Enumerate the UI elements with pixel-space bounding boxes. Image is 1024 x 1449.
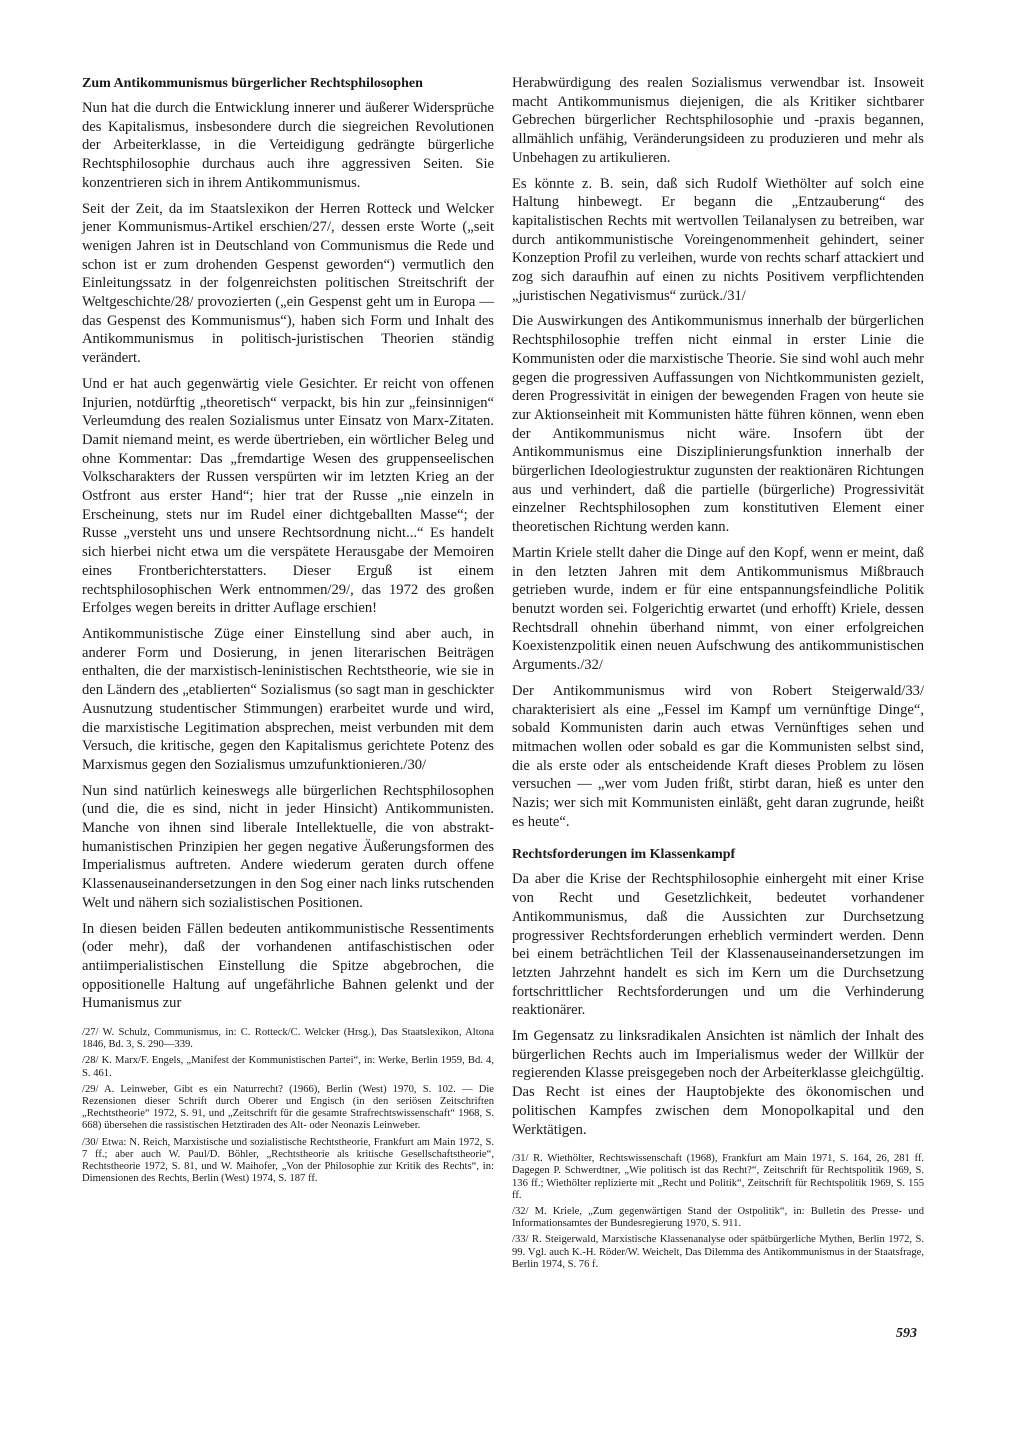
paragraph: Seit der Zeit, da im Staatslexikon der Herren Rotteck und Welcker jener Kommunismus-Artikel erschien/27/, dessen erste Worte („seit wenigen Jahren ist in Deutschland von Communismus die Rede und schon ist er zum drohenden Gespenst geworden“) vermutlich den Einleitungssatz in der folgenreichsten politischen Streitschrift der Weltgeschichte/28/ provozierten („ein Gespenst geht um in Europa — das Gespenst des Kommunismus“), haben sich Form und Inhalt des Antikommunismus in politisch-juristischen Theorien ständig verändert. <box>82 200 494 367</box>
footnote: /31/ R. Wiethölter, Rechtswissenschaft (1968), Frankfurt am Main 1971, S. 164, 26, 281 ff. Dagegen P. Schwerdtner, „Wie politisch ist das Recht?“, Zeitschrift für Rechtspolitik 1969, S. 136 ff.; Wiethölter replizierte mit „Recht und Politik“, Zeitschrift für Rechtspolitik 1969, S. 155 ff. <box>512 1153 924 1201</box>
footnote: /30/ Etwa: N. Reich, Marxistische und sozialistische Rechtstheorie, Frankfurt am Main 1972, S. 7 ff.; aber auch W. Paul/D. Böhler, „Rechtstheorie als kritische Gesellschaftstheorie“, Rechtstheorie 1972, S. 81, und W. Maihofer, „Von der Philosophie zur Kritik des Rechts“, in: Dimensionen des Rechts, Berlin (West) 1974, S. 187 ff. <box>82 1136 494 1185</box>
paragraph: Da aber die Krise der Rechtsphilosophie einhergeht mit einer Krise von Recht und Gesetzlichkeit, bedeutet vorhandener Antikommunismus, daß die Aussichten zur Durchsetzung progressiver Rechtsforderungen erheblich vermindert werden. Denn bei einem beträchtlichen Teil der Klassenauseinandersetzungen im letzten Jahrzehnt handelt es sich im Kern um die Durchsetzung fortschrittlicher Rechtsforderungen und um die Verhinderung reaktionärer. <box>512 871 924 1019</box>
footnote: /28/ K. Marx/F. Engels, „Manifest der Kommunistischen Partei“, in: Werke, Berlin 1959, Bd. 4, S. 461. <box>82 1055 494 1079</box>
section-heading-rechtsforderungen: Rechtsforderungen im Klassenkampf <box>512 847 736 863</box>
paragraph: Antikommunistische Züge einer Einstellung sind aber auch, in anderer Form und Dosierung, in jenen literarischen Beiträgen enthalten, die der marxistisch-leninistischen Rechtstheorie, wie sie in den Ländern des „etablierten“ Sozialismus (so sagt man in geschickter Ausnutzung studentischer Stimmungen) erarbeitet wurde und wird, die marxistische Legitimation absprechen, meist verbunden mit dem Versuch, die kritische, gegen den Kapitalismus gerichtete Potenz des Marxismus gegen den Sozialismus umzufunktionieren./30/ <box>82 625 494 773</box>
right-column <box>512 74 924 1275</box>
paragraph: In diesen beiden Fällen bedeuten antikommunistische Ressentiments (oder mehr), daß der vorhandenen antifaschistischen oder antiimperialistischen Einstellung die Spitze abgebrochen, die oppositionelle Haltung auf ungefährliche Bahnen gelenkt und der Humanismus zur <box>82 920 494 1012</box>
paragraph: Nun sind natürlich keineswegs alle bürgerlichen Rechtsphilosophen (und die, die es sind, nicht in jeder Hinsicht) Antikommunisten. Manche von ihnen sind liberale Intellektuelle, die von abstrakt-humanistischen Prinzipien her gegen negative Äußerungsformen des Imperialismus auftreten. Andere wiederum geraten durch offene Klassenauseinandersetzungen in den Sog einer nach links rutschenden Welt und nähern sich sozialistischen Positionen. <box>82 782 494 911</box>
paragraph: Es könnte z. B. sein, daß sich Rudolf Wiethölter auf solch eine Haltung hinbewegt. Er begann die „Entzauberung“ des kapitalistischen Rechts mit wertvollen Teilanalysen zu betreiben, war durch antikommunistische Voreingenommenheit gehindert, seiner Konzeption Profil zu verleihen, wurde von rechts scharf attackiert und zog sich daraufhin auf einen zu nichts Positivem verpflichtenden „juristischen Negativismus“ zurück./31/ <box>512 175 924 304</box>
paragraph: Und er hat auch gegenwärtig viele Gesichter. Er reicht von offenen Injurien, notdürftig „theoretisch“ verpackt, bis hin zur „feinsinnigen“ Verleumdung des realen Sozialismus unter Einsatz von Marx-Zitaten. Damit niemand meint, es werde übertrieben, ein wörtlicher Beleg und ohne Kommentar: Das „fremdartige Wesen des gruppenseelischen Volkscharakters der Russen verspürten wir im letzten Krieg an der Ostfront aus erster Hand“; hier trat der Russe „nie einzeln in Erscheinung, stets nur im Rudel einer dichtgeballten Masse“; der Russe „versteht uns und unsere Rechtsordnung nicht...“ Es handelt sich hierbei nicht etwa um die verspätete Herausgabe der Memoiren eines Frontberichterstatters. Dieser Erguß ist einem rechtsphilosophischen Werk entnommen/29/, das 1972 des großen Erfolges wegen bereits in dritter Auflage erschien! <box>82 375 494 617</box>
section-heading-antikommunismus: Zum Antikommunismus bürgerlicher Rechtsphilosophen <box>82 76 423 91</box>
paragraph: Der Antikommunismus wird von Robert Steigerwald/33/ charakterisiert als eine „Fessel im Kampf um vernünftige Dinge“, sobald Kommunisten darin auch etwas Vernünftiges sehen und mitmachen wollen oder sobald es gar die Kommunisten selbst sind, die als erste oder als entscheidende Kraft dieses Problem zu lösen versuchen — „wer vom Juden frißt, stirbt daran, hieß es unter den Nazis; wer sich mit Kommunisten einläßt, geht daran zugrunde, heißt es heute“. <box>512 682 924 830</box>
left-column <box>82 74 494 1189</box>
paragraph: Herabwürdigung des realen Sozialismus verwendbar ist. Insoweit macht Antikommunismus diejenigen, die als Kritiker sichtbarer Gebrechen bürgerlicher Rechtsphilosophie und -praxis begannen, allmählich unfähig, Veränderungsideen zu produzieren und mehr als Unbehagen zu artikulieren. <box>512 75 924 166</box>
footnote: /29/ A. Leinweber, Gibt es ein Naturrecht? (1966), Berlin (West) 1970, S. 102. — Die Rezensionen dieser Schrift durch Oberer und Engisch (in den seriösen Zeitschriften „Rechtstheorie“ 1972, S. 91, und „Zeitschrift für die gesamte Strafrechtswissenschaft“ 1968, S. 668) übersehen die rassistischen Hetztiraden des Alt- oder Neonazis Leinweber. <box>82 1083 494 1132</box>
paragraph: Im Gegensatz zu linksradikalen Ansichten ist nämlich der Inhalt des bürgerlichen Rechts auch im Imperialismus weder der Willkür der regierenden Klasse preisgegeben noch der Arbeiterklasse gleichgültig. Das Recht ist eines der Hauptobjekte des ökonomischen und politischen Kampfes zwischen dem Monopolkapital und den Werktätigen. <box>512 1028 924 1138</box>
page-number: 593 <box>896 1326 917 1341</box>
paragraph: Martin Kriele stellt daher die Dinge auf den Kopf, wenn er meint, daß in den letzten Jahren mit dem Antikommunismus Mißbrauch getrieben wurde, indem er für eine entspannungsfeindliche Politik benutzt worden sei. Folgerichtig erwartet (und erhofft) Kriele, dessen Rechtsdrall ohnehin überhand nimmt, von einer erfolgreichen Koexistenzpolitik einen neuen Aufschwung des antikommunistischen Arguments./32/ <box>512 544 924 674</box>
footnote: /32/ M. Kriele, „Zum gegenwärtigen Stand der Ostpolitik“, in: Bulletin des Presse- und Informationsamtes der Bundesregierung 1970, S. 911. <box>512 1206 924 1230</box>
footnote: /27/ W. Schulz, Communismus, in: C. Rotteck/C. Welcker (Hrsg.), Das Staatslexikon, Altona 1846, Bd. 3, S. 290—339. <box>82 1027 494 1051</box>
footnote: /33/ R. Steigerwald, Marxistische Klassenanalyse oder spätbürgerliche Mythen, Berlin 1972, S. 99. Vgl. auch K.-H. Röder/W. Weichelt, Das Dilemma des Antikommunismus in der Staatsfrage, Berlin 1974, S. 76 f. <box>512 1234 924 1270</box>
paragraph: Die Auswirkungen des Antikommunismus innerhalb der bürgerlichen Rechtsphilosophie treffen nicht einmal in erster Linie die Kommunisten oder die marxistische Theorie. Sie sind wohl auch mehr gegen die progressiven Auffassungen von Nichtkommunisten gezielt, deren Progressivität in einigen der bewegenden Fragen von heute sie zur Aktionseinheit mit Kommunisten hätte führen können, wenn eben der Antikommunismus nicht wäre. Insofern übt der Antikommunismus eine Disziplinierungsfunktion innerhalb der bürgerlichen Ideologiestruktur zugunsten der reaktionären Richtungen aus und verhindert, daß die partielle (bürgerliche) Progressivität einzelner Rechtsphilosophen zum konstitutiven Element einer theoretischen Richtung werden kann. <box>512 313 924 536</box>
paragraph: Nun hat die durch die Entwicklung innerer und äußerer Widersprüche des Kapitalismus, insbesondere durch die siegreichen Revolutionen der Arbeiterklasse, in die Verteidigung gedrängte bürgerliche Rechtsphilosophie durchaus auch ihre aggressiven Seiten. Sie konzentrieren sich in ihrem Antikommunismus. <box>82 100 494 191</box>
footnotes-left <box>82 1027 494 1185</box>
footnotes-right <box>512 1153 924 1271</box>
